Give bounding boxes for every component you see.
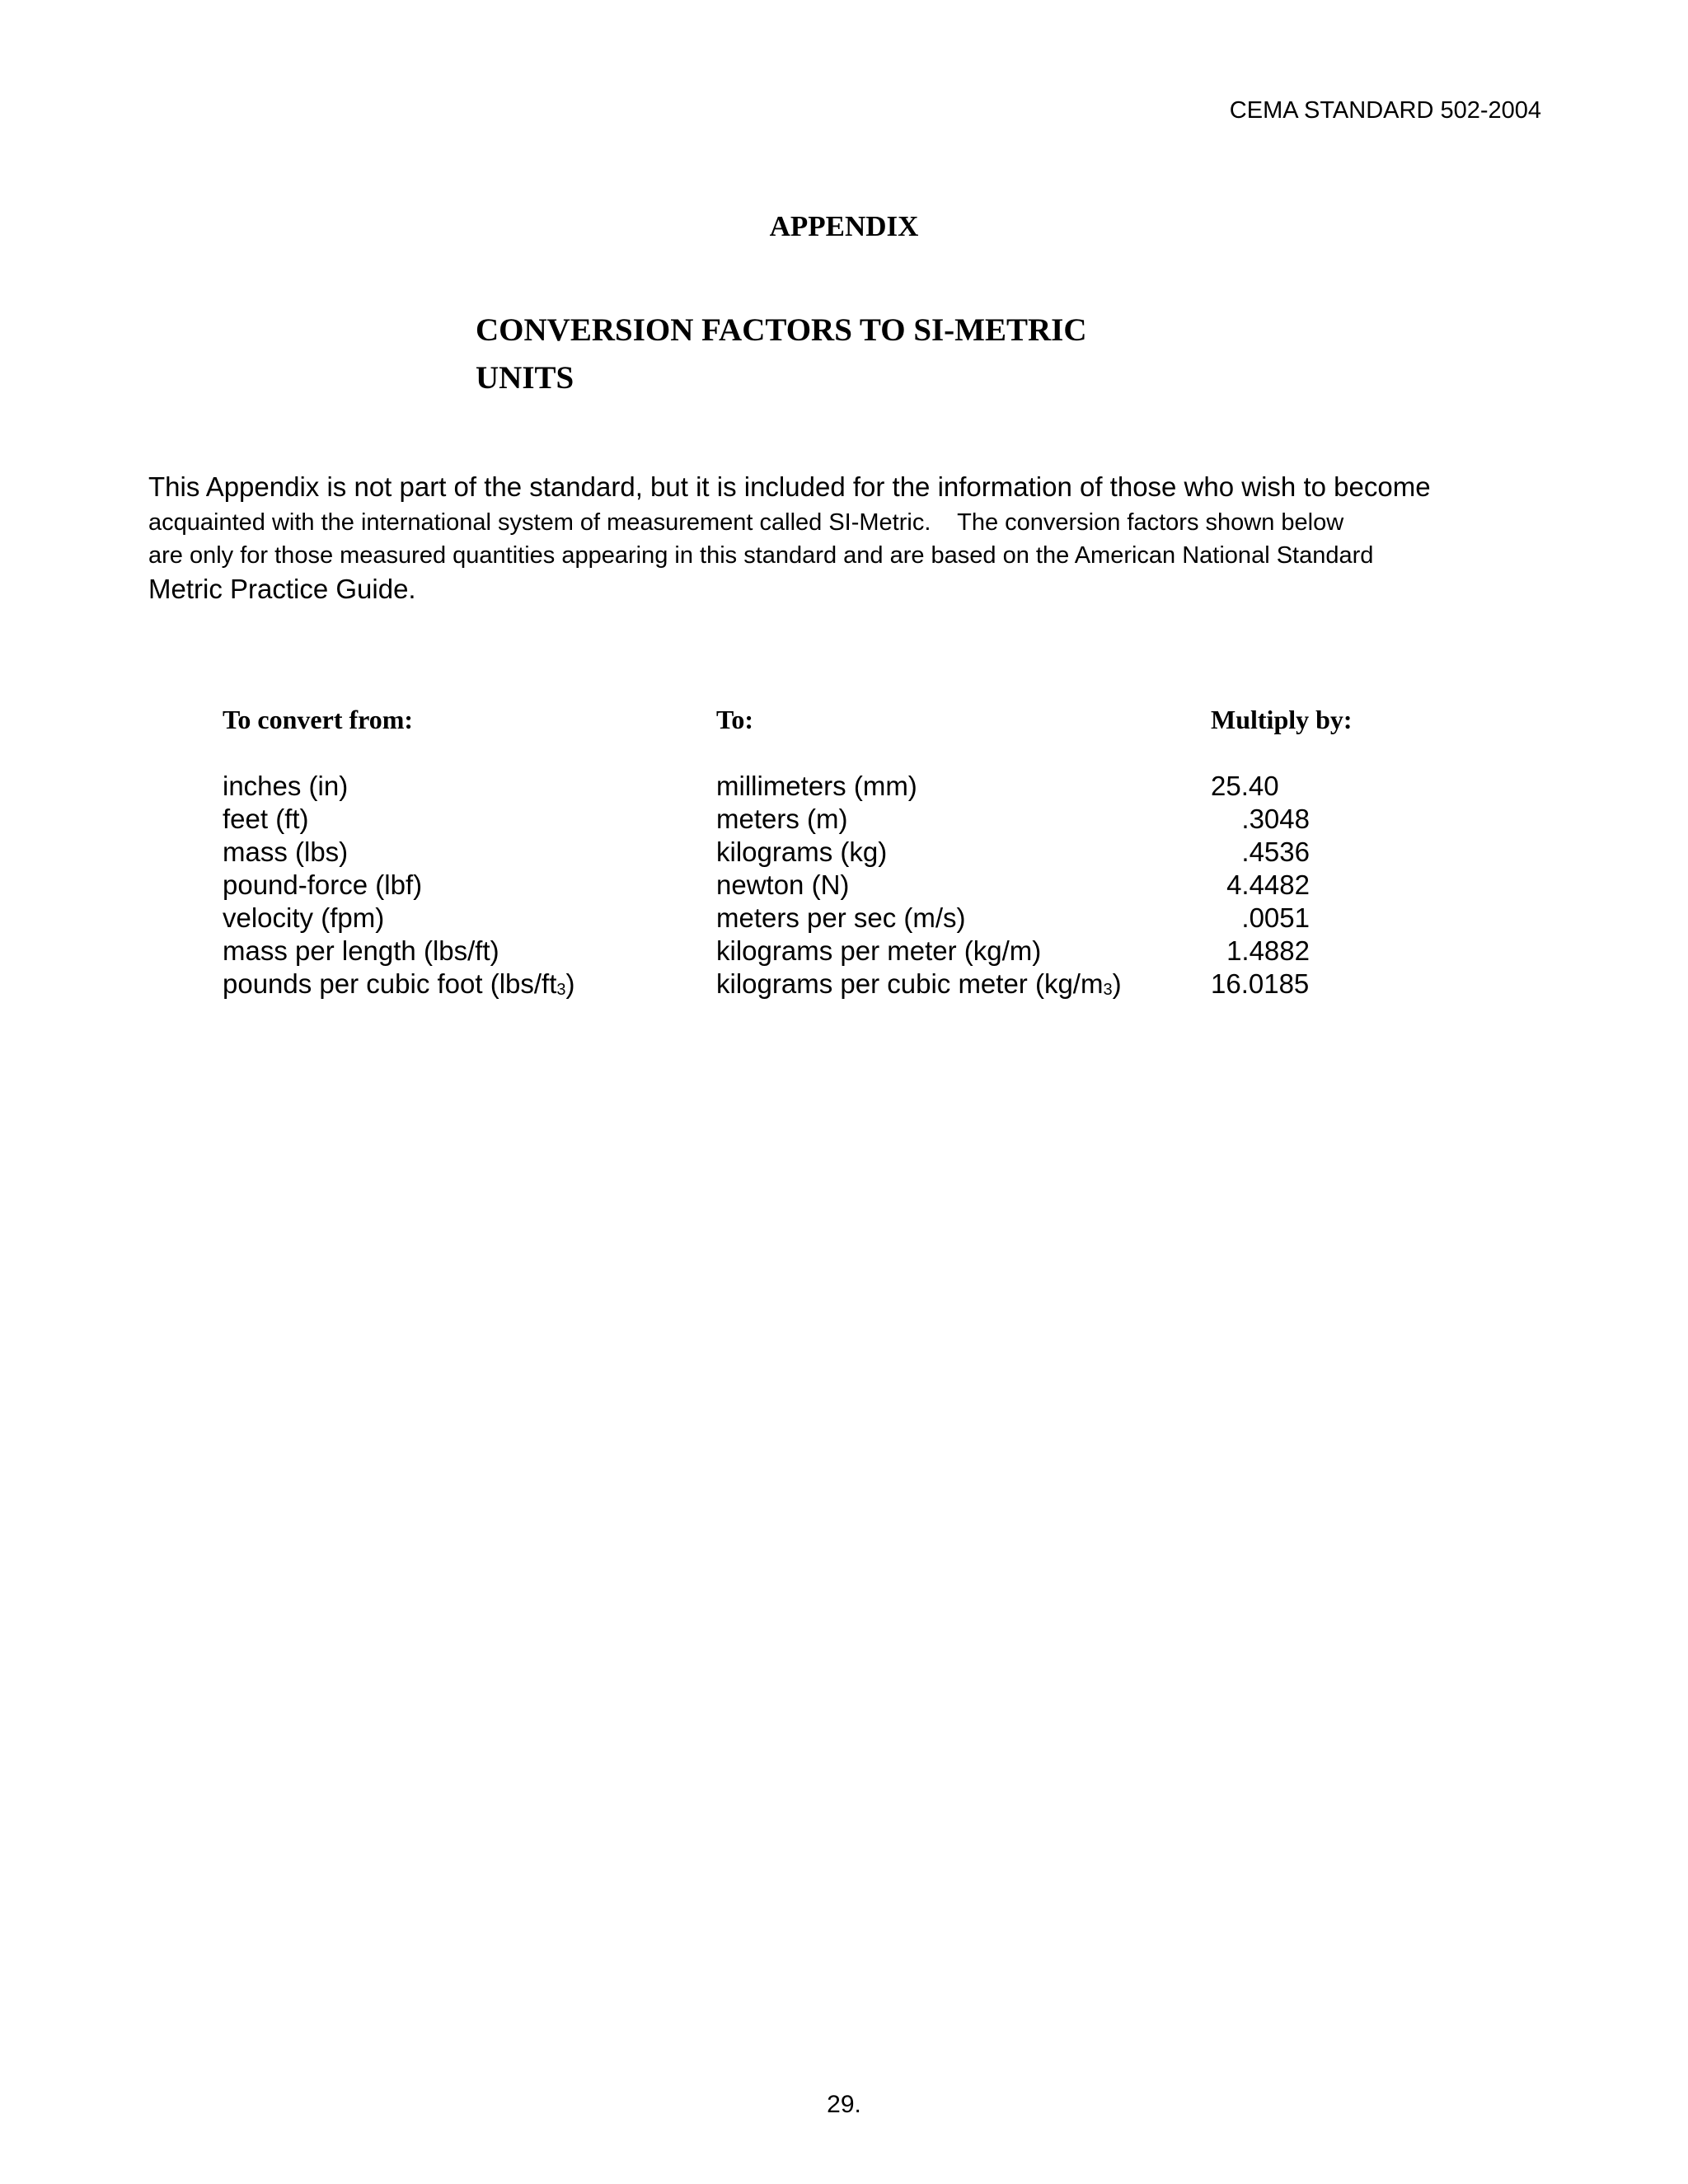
title-line-2: UNITS [476, 360, 574, 396]
conversion-factor: 4.4482 [1226, 869, 1310, 900]
document-title [476, 307, 1184, 402]
appendix-heading: APPENDIX [769, 210, 919, 242]
conversion-factor: 25.40 [1211, 771, 1279, 801]
to-unit-superscript: 3 [1103, 981, 1113, 999]
conversion-factor: 16.0185 [1211, 968, 1310, 999]
column-header-to: To: [716, 705, 754, 734]
to-unit: newton (N) [716, 869, 850, 900]
conversion-table [0, 770, 1688, 1001]
from-unit: pound-force (lbf) [223, 869, 423, 900]
from-unit: mass (lbs) [223, 837, 349, 867]
table-row [0, 869, 1688, 902]
intro-line-1: This Appendix is not part of the standard, but it is included for the information of those who wish to become [148, 471, 1431, 502]
conversion-factor: .4536 [1241, 837, 1310, 867]
table-row [0, 968, 1688, 1001]
from-unit: feet (ft) [223, 804, 309, 834]
to-unit [716, 968, 1122, 1005]
to-unit-text: kilograms per cubic meter (kg/m [716, 968, 1104, 999]
standard-header: CEMA STANDARD 502-2004 [1229, 97, 1541, 124]
intro-line-3: are only for those measured quantities appearing in this standard and are based on the American National Standard [148, 542, 1374, 569]
table-row [0, 770, 1688, 803]
to-unit: meters (m) [716, 804, 848, 834]
to-unit: kilograms (kg) [716, 837, 888, 867]
from-unit-text: pounds per cubic foot (lbs/ft [223, 968, 557, 999]
conversion-factor: .0051 [1241, 902, 1310, 933]
page-number: 29. [827, 2091, 861, 2118]
conversion-factor: .3048 [1241, 804, 1310, 834]
intro-line-4: Metric Practice Guide. [148, 574, 416, 604]
from-unit: mass per length (lbs/ft) [223, 935, 499, 966]
to-unit-close: ) [1112, 968, 1122, 999]
from-unit-close: ) [565, 968, 575, 999]
conversion-factor: 1.4882 [1226, 935, 1310, 966]
from-unit-superscript: 3 [556, 981, 566, 999]
to-unit: millimeters (mm) [716, 771, 917, 801]
table-row [0, 902, 1688, 935]
table-row [0, 803, 1688, 836]
intro-paragraph [148, 468, 1550, 607]
intro-line-2: acquainted with the international system of measurement called SI-Metric. The conversion factors shown below [148, 509, 1344, 536]
title-line-1: CONVERSION FACTORS TO SI-METRIC [476, 312, 1087, 348]
column-header-from: To convert from: [223, 705, 414, 734]
from-unit: velocity (fpm) [223, 902, 385, 933]
to-unit: kilograms per meter (kg/m) [716, 935, 1042, 966]
table-row [0, 935, 1688, 968]
column-header-multiply: Multiply by: [1211, 705, 1353, 734]
from-unit [223, 968, 575, 1005]
from-unit: inches (in) [223, 771, 349, 801]
to-unit: meters per sec (m/s) [716, 902, 966, 933]
table-row [0, 836, 1688, 869]
